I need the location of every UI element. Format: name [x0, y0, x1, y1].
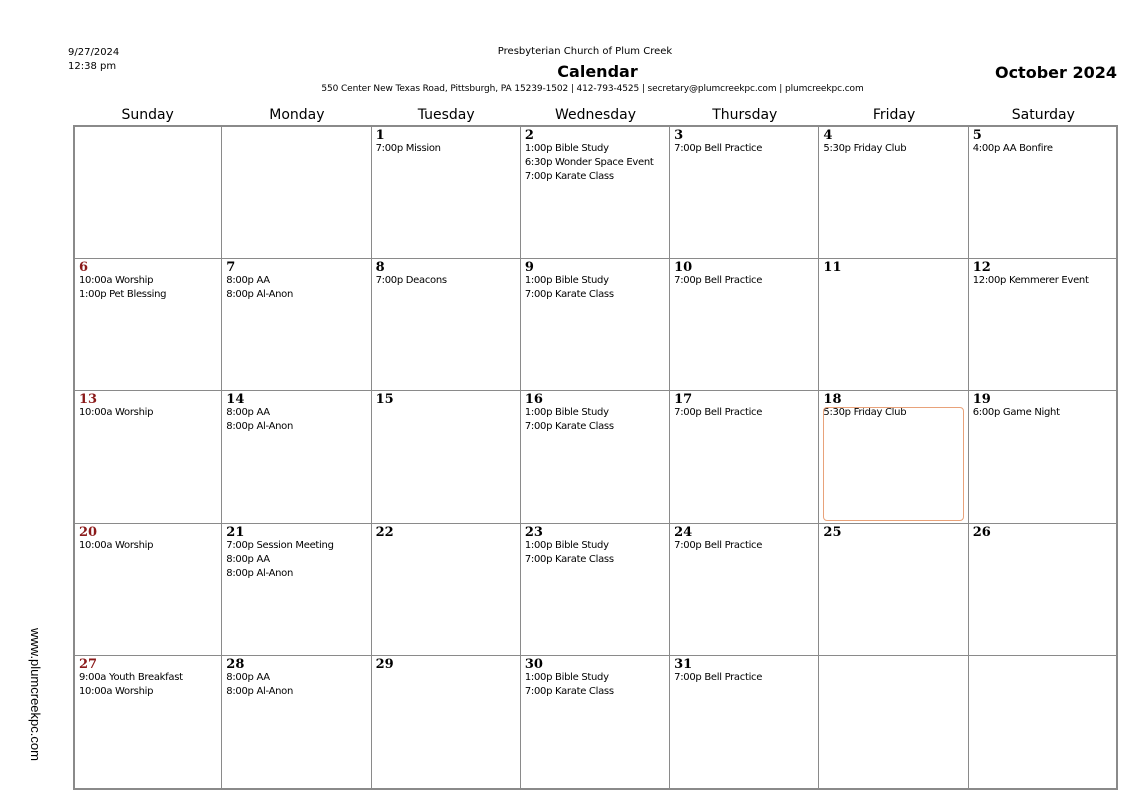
- calendar-event[interactable]: 1:00p Bible Study: [524, 671, 609, 683]
- day-cell[interactable]: [969, 259, 1118, 391]
- day-cell[interactable]: [222, 259, 371, 391]
- day-cell[interactable]: [372, 259, 521, 391]
- day-cell[interactable]: [521, 259, 670, 391]
- day-cell[interactable]: [819, 127, 968, 259]
- day-cell[interactable]: [521, 391, 670, 523]
- calendar-event[interactable]: 1:00p Pet Blessing: [79, 289, 167, 301]
- calendar-event[interactable]: 8:00p Al-Anon: [226, 289, 294, 301]
- day-number: 25: [823, 524, 842, 540]
- day-number: 22: [375, 524, 394, 540]
- day-number: 24: [674, 524, 693, 540]
- page-title: Calendar: [557, 62, 638, 81]
- day-cell[interactable]: [73, 656, 222, 788]
- calendar-event[interactable]: 7:00p Bell Practice: [674, 671, 763, 683]
- weekday-header-thursday: Thursday: [670, 103, 819, 127]
- calendar-event[interactable]: 7:00p Mission: [375, 143, 441, 154]
- day-number: 16: [524, 392, 543, 408]
- day-number: 23: [524, 524, 543, 540]
- day-number: 27: [79, 656, 98, 672]
- day-number: 12: [972, 260, 991, 276]
- day-number: 9: [524, 260, 534, 276]
- day-number: 3: [674, 128, 684, 143]
- day-cell[interactable]: [73, 259, 222, 391]
- organization-name: Presbyterian Church of Plum Creek: [497, 46, 673, 57]
- day-number: 14: [226, 392, 245, 408]
- calendar-event[interactable]: 7:00p Bell Practice: [674, 407, 763, 419]
- calendar-event[interactable]: 7:00p Deacons: [375, 275, 447, 287]
- calendar-event[interactable]: 7:00p Karate Class: [524, 421, 614, 433]
- month-year-title: October 2024: [994, 63, 1117, 82]
- weekday-header-monday: Monday: [222, 103, 371, 127]
- calendar-event[interactable]: 6:30p Wonder Space Event: [524, 157, 654, 168]
- day-cell[interactable]: [819, 656, 968, 788]
- weekday-header-sunday: Sunday: [73, 103, 222, 127]
- day-number: 11: [823, 260, 842, 276]
- day-number: 26: [972, 524, 991, 540]
- day-number: 30: [524, 656, 543, 672]
- day-cell[interactable]: [521, 656, 670, 788]
- calendar-event[interactable]: 1:00p Bible Study: [524, 407, 609, 419]
- calendar-event[interactable]: 8:00p AA: [226, 553, 270, 565]
- day-cell[interactable]: [521, 127, 670, 259]
- day-number: 10: [674, 260, 693, 276]
- day-cell[interactable]: [969, 524, 1118, 656]
- day-cell[interactable]: [819, 391, 968, 523]
- calendar-event[interactable]: 6:00p Game Night: [972, 407, 1060, 419]
- weekday-header-friday: Friday: [819, 103, 968, 127]
- calendar-event[interactable]: 7:00p Bell Practice: [674, 143, 763, 154]
- day-cell[interactable]: [222, 127, 371, 259]
- weekday-header-saturday: Saturday: [969, 103, 1118, 127]
- calendar-event[interactable]: 7:00p Karate Class: [524, 685, 614, 697]
- day-number: 31: [674, 656, 693, 672]
- day-cell[interactable]: [372, 656, 521, 788]
- day-number: 6: [79, 260, 89, 276]
- day-cell[interactable]: [372, 127, 521, 259]
- contact-address: 550 Center New Texas Road, Pittsburgh, PA 15239-1502 | 412-793-4525 | secretary@plumcreekpc.com | plumcreekpc.com: [321, 84, 864, 94]
- calendar-event[interactable]: 5:30p Friday Club: [823, 407, 907, 419]
- day-cell[interactable]: [969, 391, 1118, 523]
- day-number: 21: [226, 524, 245, 540]
- day-cell[interactable]: [73, 391, 222, 523]
- day-cell[interactable]: [73, 127, 222, 259]
- day-cell[interactable]: [819, 259, 968, 391]
- day-cell[interactable]: [670, 391, 819, 523]
- day-number: 20: [79, 524, 98, 540]
- calendar-event[interactable]: 12:00p Kemmerer Event: [972, 275, 1089, 287]
- calendar-event[interactable]: 1:00p Bible Study: [524, 143, 609, 154]
- day-number: 7: [226, 260, 236, 276]
- calendar-event[interactable]: 10:00a Worship: [79, 539, 154, 551]
- calendar-event[interactable]: 7:00p Session Meeting: [226, 539, 334, 551]
- day-cell[interactable]: [222, 524, 371, 656]
- day-cell[interactable]: [670, 524, 819, 656]
- day-cell[interactable]: [819, 524, 968, 656]
- calendar-event[interactable]: 7:00p Karate Class: [524, 289, 614, 301]
- day-cell[interactable]: [521, 524, 670, 656]
- calendar-event[interactable]: 8:00p Al-Anon: [226, 421, 294, 433]
- calendar-event[interactable]: 7:00p Bell Practice: [674, 539, 763, 551]
- day-cell[interactable]: [969, 656, 1118, 788]
- calendar-event[interactable]: 8:00p AA: [226, 407, 270, 419]
- calendar-event[interactable]: 4:00p AA Bonfire: [972, 143, 1053, 154]
- print-date: 9/27/2024: [68, 47, 120, 58]
- day-cell[interactable]: [73, 524, 222, 656]
- day-number: 4: [823, 128, 833, 143]
- day-cell[interactable]: [222, 391, 371, 523]
- day-number: 13: [79, 392, 98, 408]
- day-number: 8: [375, 260, 385, 276]
- day-cell[interactable]: [670, 656, 819, 788]
- weekday-header-wednesday: Wednesday: [521, 103, 670, 127]
- calendar-event[interactable]: 10:00a Worship: [79, 685, 154, 697]
- day-cell[interactable]: [969, 127, 1118, 259]
- calendar-event[interactable]: 8:00p AA: [226, 275, 270, 287]
- calendar-event[interactable]: 7:00p Karate Class: [524, 171, 614, 182]
- calendar-event[interactable]: 7:00p Karate Class: [524, 553, 614, 565]
- calendar-event[interactable]: 8:00p AA: [226, 671, 270, 683]
- calendar-event[interactable]: 10:00a Worship: [79, 407, 154, 419]
- side-website-url: www.plumcreekpc.com: [28, 628, 43, 761]
- day-number: 28: [226, 656, 245, 672]
- calendar-grid: [73, 103, 1118, 790]
- calendar-event[interactable]: 10:00a Worship: [79, 275, 154, 287]
- day-number: 5: [972, 128, 982, 143]
- day-number: 18: [823, 392, 842, 408]
- weekday-header-tuesday: Tuesday: [372, 103, 521, 127]
- selection-highlight: [823, 407, 963, 520]
- calendar-event[interactable]: 1:00p Bible Study: [524, 275, 609, 287]
- day-cell[interactable]: [222, 656, 371, 788]
- print-time: 12:38 pm: [68, 61, 117, 72]
- calendar-event[interactable]: 7:00p Bell Practice: [674, 275, 763, 287]
- calendar-event[interactable]: 8:00p Al-Anon: [226, 567, 294, 579]
- calendar-event[interactable]: 1:00p Bible Study: [524, 539, 609, 551]
- day-cell[interactable]: [372, 391, 521, 523]
- day-cell[interactable]: [670, 127, 819, 259]
- day-cell[interactable]: [670, 259, 819, 391]
- day-number: 15: [375, 392, 394, 408]
- day-number: 1: [375, 128, 385, 143]
- calendar-event[interactable]: 8:00p Al-Anon: [226, 685, 294, 697]
- day-cell[interactable]: [372, 524, 521, 656]
- day-number: 29: [375, 656, 394, 672]
- calendar-event[interactable]: 5:30p Friday Club: [823, 143, 907, 154]
- day-number: 2: [524, 128, 534, 143]
- calendar-event[interactable]: 9:00a Youth Breakfast: [79, 671, 183, 683]
- day-number: 19: [972, 392, 991, 408]
- day-number: 17: [674, 392, 693, 408]
